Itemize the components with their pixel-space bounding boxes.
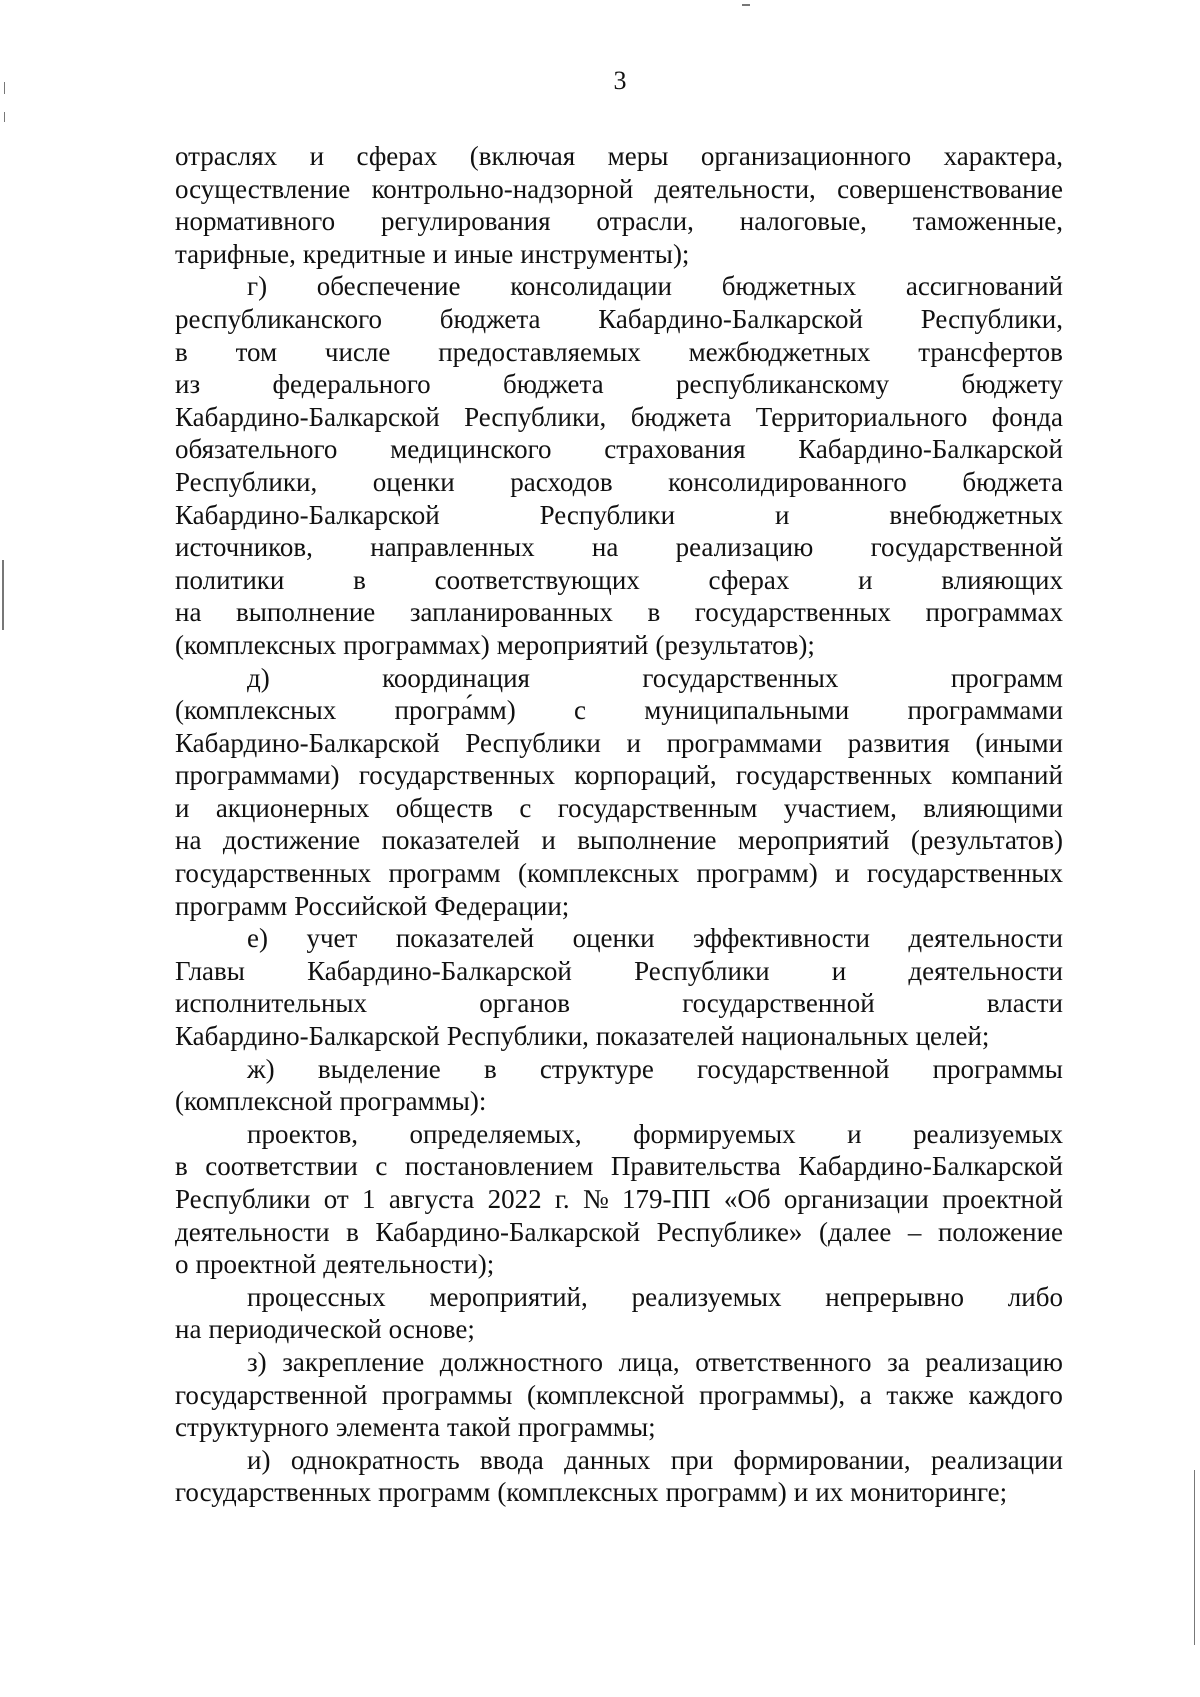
word: элемента <box>335 1412 441 1443</box>
word: в <box>353 564 366 595</box>
word: деятельности); <box>323 1249 495 1280</box>
word: (результатов) <box>910 825 1063 856</box>
word: их <box>815 1477 844 1508</box>
word: иные <box>454 238 514 269</box>
word: программы <box>932 1053 1063 1084</box>
scan-mark-right <box>1194 1470 1195 1645</box>
word: в <box>175 1151 188 1182</box>
word: (комплексных <box>497 1477 659 1508</box>
word: Республики <box>465 727 601 758</box>
word: деятельности <box>908 955 1063 986</box>
word: государственным <box>557 792 758 823</box>
word: однократность <box>290 1444 460 1475</box>
word: Республики <box>175 1184 311 1214</box>
word: государственных <box>175 1477 372 1508</box>
word: Республике» <box>656 1216 803 1247</box>
word: д) <box>247 662 270 693</box>
word: корпораций, <box>574 760 717 791</box>
word: государственных <box>358 760 555 791</box>
word: ассигнований <box>905 271 1063 302</box>
text-line <box>175 1216 1063 1249</box>
word: 1 <box>362 1184 376 1214</box>
word: при <box>670 1444 714 1475</box>
word: Кабардино-Балкарской <box>175 727 440 758</box>
word: програ́мм) <box>394 695 516 726</box>
text-line <box>175 433 1063 466</box>
word: Территориального <box>755 401 968 432</box>
word: выполнение <box>236 597 376 628</box>
word: августа <box>388 1184 475 1214</box>
word: бюджету <box>961 369 1063 400</box>
word: медицинского <box>390 434 552 465</box>
word: Кабардино-Балкарской <box>798 434 1063 465</box>
scan-mark-left <box>2 560 4 630</box>
word: формируемых <box>633 1118 796 1149</box>
word: и <box>847 1118 862 1149</box>
word: и <box>793 1477 809 1508</box>
word: Кабардино-Балкарской <box>307 955 572 986</box>
word: программ <box>388 858 501 889</box>
word: и <box>831 955 847 986</box>
text-line <box>175 140 1063 173</box>
word: (комплексных <box>175 695 337 726</box>
word: из <box>175 369 201 400</box>
word: и <box>626 727 641 758</box>
word: программ) <box>665 1477 787 1508</box>
text-line <box>175 238 1063 271</box>
text-line <box>175 1313 1063 1346</box>
word: бюджета <box>502 369 604 400</box>
word: программ <box>378 1477 491 1508</box>
word: таможенные, <box>912 206 1063 237</box>
word: эффективности <box>693 923 870 954</box>
word: деятельности <box>175 1216 330 1247</box>
word: муниципальными <box>644 695 850 726</box>
word: показателей <box>381 825 520 856</box>
word: трансфертов <box>918 336 1063 367</box>
word: меры <box>607 141 669 171</box>
word: участием, <box>783 792 897 823</box>
word: государственных <box>866 858 1063 889</box>
text-line <box>175 759 1063 792</box>
word: реализации <box>931 1444 1063 1475</box>
word: Республики, <box>446 1021 589 1052</box>
word: Главы <box>175 955 245 986</box>
word: – <box>907 1216 922 1247</box>
word: государственной <box>175 1379 368 1410</box>
word: в <box>175 336 188 367</box>
word: учет <box>306 923 358 954</box>
word: мониторинге; <box>850 1477 1008 1508</box>
word: консолидации <box>510 271 673 302</box>
word: обществ <box>395 792 493 823</box>
word: соответствующих <box>434 564 640 595</box>
word: Республики, <box>464 401 607 432</box>
word: (иными <box>975 727 1063 758</box>
word: проектной <box>195 1249 317 1280</box>
word: государственных <box>694 597 891 628</box>
word: (комплексных <box>175 629 337 660</box>
word: должностного <box>439 1346 604 1377</box>
word: страхования <box>604 434 746 465</box>
word: Правительства <box>610 1151 781 1182</box>
word: расходов <box>510 466 613 497</box>
word: обеспечение <box>316 271 461 302</box>
text-line <box>175 596 1063 629</box>
word: кредитные <box>302 238 426 269</box>
text-line <box>175 401 1063 434</box>
word: Кабардино-Балкарской <box>175 499 440 530</box>
word: Кабардино-Балкарской <box>175 1021 440 1052</box>
word: развития <box>847 727 950 758</box>
text-line <box>175 303 1063 336</box>
word: программ <box>950 662 1063 693</box>
word: в <box>647 597 661 628</box>
word: программ <box>175 890 288 921</box>
word: координация <box>382 662 530 693</box>
word: мероприятий <box>737 825 890 856</box>
word: влияющими <box>923 792 1063 823</box>
word: положение <box>937 1216 1063 1247</box>
word: Республики, <box>175 466 318 497</box>
word: г) <box>247 271 268 302</box>
word: Российской <box>294 890 428 921</box>
text-line <box>175 1118 1063 1151</box>
word: постановлением <box>404 1151 594 1182</box>
word: структурного <box>175 1412 329 1443</box>
word: числе <box>324 336 391 367</box>
word: инструменты); <box>520 238 690 269</box>
word: программы; <box>517 1412 656 1443</box>
word: программах <box>925 597 1063 628</box>
word: власти <box>986 988 1063 1019</box>
word: отраслях <box>175 141 278 171</box>
word: показателей <box>395 923 535 954</box>
word: от <box>323 1184 349 1214</box>
text-line <box>175 205 1063 238</box>
word: с <box>375 1151 388 1182</box>
word: Кабардино-Балкарской <box>375 1216 641 1247</box>
word: и) <box>247 1444 271 1475</box>
word: а <box>859 1379 872 1410</box>
word: основе; <box>388 1314 475 1345</box>
word: 2022 <box>487 1184 542 1214</box>
word: либо <box>1007 1281 1063 1312</box>
word: органов <box>479 988 571 1019</box>
text-line <box>175 466 1063 499</box>
text-line <box>175 270 1063 303</box>
word: внебюджетных <box>889 499 1063 530</box>
word: запланированных <box>409 597 613 628</box>
word: выполнение <box>577 825 717 856</box>
word: и <box>858 564 873 595</box>
text-line <box>175 1476 1063 1509</box>
word: на <box>175 597 202 628</box>
word: национальных <box>741 1021 909 1052</box>
word: и <box>432 238 448 269</box>
word: программами <box>666 727 823 758</box>
word: выделение <box>317 1053 441 1084</box>
word: обязательного <box>175 434 338 465</box>
word: и <box>541 825 556 856</box>
word: (результатов); <box>655 629 815 660</box>
word: оценки <box>372 466 455 497</box>
word: деятельности, <box>654 173 816 204</box>
word: консолидированного <box>668 466 907 497</box>
text-line <box>175 792 1063 825</box>
text-line <box>175 955 1063 988</box>
text-line <box>175 1444 1063 1477</box>
word: в <box>346 1216 359 1247</box>
word: также <box>886 1379 954 1410</box>
word: формировании, <box>733 1444 911 1475</box>
text-line <box>175 1248 1063 1281</box>
text-line <box>175 499 1063 532</box>
word: и <box>309 141 325 171</box>
text-line <box>175 1020 1063 1053</box>
word: межбюджетных <box>688 336 871 367</box>
word: (комплексных <box>517 858 680 889</box>
text-line <box>175 922 1063 955</box>
text-line <box>175 1085 1063 1118</box>
word: структуре <box>539 1053 654 1084</box>
word: Республики <box>634 955 770 986</box>
document-text <box>175 140 1063 1509</box>
word: показателей <box>595 1021 735 1052</box>
word: оценки <box>572 923 655 954</box>
word: Федерации; <box>434 890 570 921</box>
word: в <box>483 1053 497 1084</box>
text-line <box>175 694 1063 727</box>
word: на <box>175 825 202 856</box>
word: государственной <box>870 532 1063 563</box>
word: организационного <box>700 141 912 171</box>
word: налоговые, <box>739 206 867 237</box>
word: акционерных <box>215 792 370 823</box>
word: 179-ПП <box>622 1184 711 1214</box>
word: программами) <box>175 760 340 791</box>
word: влияющих <box>941 564 1063 595</box>
word: и <box>774 499 790 530</box>
word: направленных <box>370 532 535 563</box>
word: з) <box>247 1346 267 1377</box>
word: деятельности <box>908 923 1063 954</box>
word: реализацию <box>675 532 814 563</box>
word: (далее <box>818 1216 892 1247</box>
text-line <box>175 1183 1063 1216</box>
word: е) <box>247 923 268 954</box>
word: политики <box>175 564 285 595</box>
word: программы), <box>699 1379 846 1410</box>
word: программ) <box>696 858 818 889</box>
text-line <box>175 173 1063 206</box>
word: ж) <box>247 1053 275 1084</box>
word: ввода <box>480 1444 544 1475</box>
text-line <box>175 824 1063 857</box>
word: проектов, <box>247 1118 358 1149</box>
text-line <box>175 662 1063 695</box>
word: периодической <box>208 1314 382 1345</box>
word: государственной <box>697 1053 890 1084</box>
word: «Об <box>723 1184 771 1214</box>
word: государственной <box>682 988 875 1019</box>
text-line <box>175 1281 1063 1314</box>
word: непрерывно <box>825 1281 964 1312</box>
word: определяемых, <box>409 1118 582 1149</box>
text-line <box>175 987 1063 1020</box>
word: предоставляемых <box>438 336 641 367</box>
word: с <box>573 695 586 726</box>
word: государственных <box>735 760 933 791</box>
word: закрепление <box>282 1346 425 1377</box>
word: ответственного <box>695 1346 872 1377</box>
word: (комплексной <box>526 1379 685 1410</box>
word: достижение <box>222 825 361 856</box>
word: программах) <box>343 629 490 660</box>
text-line <box>175 1346 1063 1379</box>
word: характера, <box>943 141 1063 171</box>
word: за <box>887 1346 910 1377</box>
text-line <box>175 890 1063 923</box>
word: бюджета <box>439 303 541 334</box>
word: исполнительных <box>175 988 368 1019</box>
word: отрасли, <box>596 206 694 237</box>
word: № <box>582 1184 609 1214</box>
word: реализуемых <box>631 1281 782 1312</box>
text-line <box>175 727 1063 760</box>
text-line <box>175 564 1063 597</box>
word: контрольно-надзорной <box>371 173 634 204</box>
text-line <box>175 1150 1063 1183</box>
word: программами <box>907 695 1063 726</box>
word: совершенствование <box>837 173 1063 204</box>
word: сферах <box>356 141 438 171</box>
word: и <box>175 792 190 823</box>
word: г. <box>554 1184 570 1214</box>
word: реализацию <box>925 1346 1063 1377</box>
word: о <box>175 1249 189 1280</box>
word: регулирования <box>381 206 551 237</box>
word: республиканскому <box>675 369 890 400</box>
word: проектной <box>942 1184 1063 1214</box>
word: на <box>175 1314 202 1345</box>
word: процессных <box>247 1281 386 1312</box>
word: том <box>235 336 278 367</box>
word: программы <box>382 1379 513 1410</box>
word: источников, <box>175 532 313 563</box>
text-line <box>175 1053 1063 1086</box>
word: организации <box>783 1184 929 1214</box>
word: целей; <box>915 1021 990 1052</box>
word: нормативного <box>175 206 336 237</box>
word: компаний <box>951 760 1063 791</box>
text-line <box>175 1411 1063 1444</box>
word: с <box>519 792 532 823</box>
word: республиканского <box>175 303 382 334</box>
word: фонда <box>991 401 1063 432</box>
word: государственных <box>175 858 372 889</box>
word: (комплексной <box>175 1086 333 1117</box>
word: на <box>591 532 619 563</box>
word: федерального <box>272 369 431 400</box>
word: бюджета <box>962 466 1063 497</box>
page-number: 3 <box>613 66 627 95</box>
word: Республики, <box>920 303 1063 334</box>
word: осуществление <box>175 173 351 204</box>
text-line <box>175 336 1063 369</box>
word: мероприятий <box>496 629 649 660</box>
word: бюджета <box>630 401 732 432</box>
scan-mark-top <box>742 4 750 6</box>
word: (включая <box>469 141 576 171</box>
word: бюджетных <box>721 271 857 302</box>
word: Кабардино-Балкарской <box>175 401 440 432</box>
text-line <box>175 368 1063 401</box>
word: Кабардино-Балкарской <box>598 303 863 334</box>
text-line <box>175 857 1063 890</box>
scan-mark-left <box>4 112 5 122</box>
word: реализуемых <box>913 1118 1063 1149</box>
text-line <box>175 531 1063 564</box>
word: Республики <box>539 499 676 530</box>
word: мероприятий, <box>429 1281 588 1312</box>
word: тарифные, <box>175 238 296 269</box>
word: и <box>835 858 850 889</box>
word: государственных <box>642 662 839 693</box>
word: каждого <box>968 1379 1063 1410</box>
word: программы): <box>339 1086 487 1117</box>
word: такой <box>447 1412 511 1443</box>
text-line <box>175 1379 1063 1412</box>
word: соответствии <box>205 1151 358 1182</box>
word: Кабардино-Балкарской <box>798 1151 1063 1182</box>
word: сферах <box>708 564 790 595</box>
text-line <box>175 629 1063 662</box>
word: лица, <box>618 1346 680 1377</box>
word: данных <box>564 1444 651 1475</box>
